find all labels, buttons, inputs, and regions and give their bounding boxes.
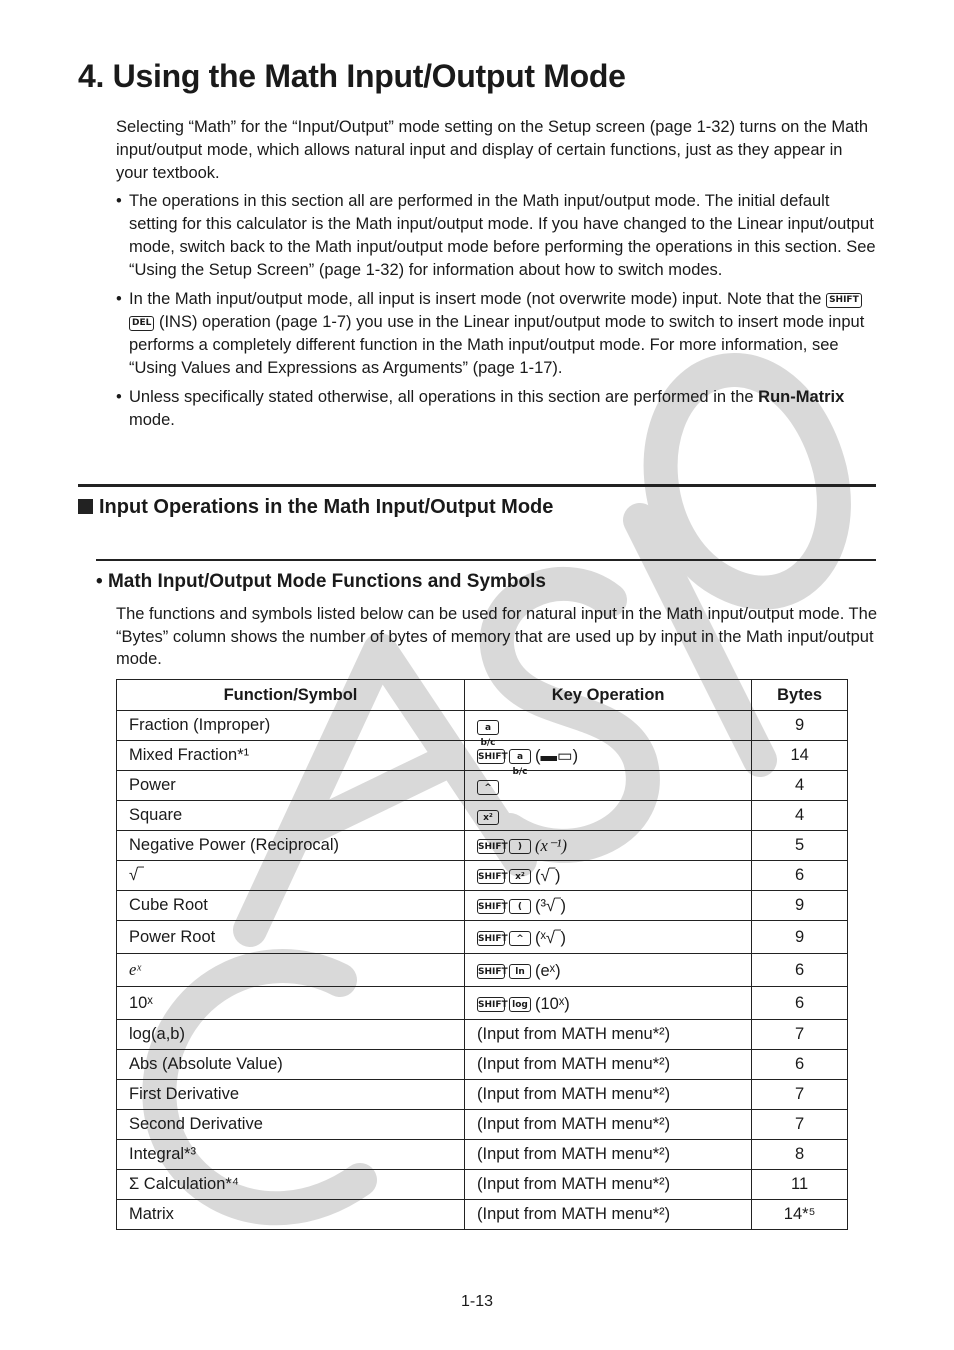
table-row [117,1080,848,1110]
key-operation-cell: (Input from MATH menu*²) [464,1170,751,1200]
table-row [117,987,848,1020]
key-operation-cell: (Input from MATH menu*²) [464,1200,751,1230]
shift-key-icon: SHIFT [477,749,505,764]
bytes-cell: 6 [752,987,848,1020]
page-number: 1-13 [460,1293,494,1310]
del-key-icon: DEL [129,316,154,331]
shift-key-icon: SHIFT [477,931,505,946]
table-row [117,921,848,954]
table-row [117,771,848,801]
function-cell: Second Derivative [117,1110,465,1140]
power-key-icon: ^ [509,931,531,946]
function-cell: Matrix [117,1200,465,1230]
functions-table [116,679,848,1230]
bytes-cell: 14 [752,741,848,771]
bytes-cell: 6 [752,954,848,987]
function-cell: Σ Calculation*⁴ [117,1170,465,1200]
bytes-cell: 14*⁵ [752,1200,848,1230]
list-item: • The operations in this section all are performed in the Math input/output mode. The initial default setting for this calculator is the Math input/output mode. If you have changed to the Linear input/output mode, switch back to the Math input/output mode before performing the operations in this section. See “Using the Setup Screen” (page 1-32) for information about how to switch modes. [116,192,876,279]
subsection-paragraph: The functions and symbols listed below can be used for natural input in the Math input/output mode. The “Bytes” column shows the number of bytes of memory that are used up by input in the Math input/output mode. [116,605,877,668]
table-header-row [117,680,848,711]
bytes-cell: 4 [752,801,848,831]
open-paren-key-icon: ( [509,899,531,914]
table-row [117,1020,848,1050]
table-row [117,861,848,891]
table-row [117,741,848,771]
power-key-icon: ^ [477,780,499,795]
bytes-cell: 8 [752,1140,848,1170]
table-row [117,1200,848,1230]
bullet-icon: • [96,571,103,592]
key-operation-cell: (Input from MATH menu*²) [464,1020,751,1050]
column-header: Function/Symbol [117,680,465,711]
bytes-cell: 7 [752,1110,848,1140]
bytes-cell: 9 [752,891,848,921]
key-operation-cell: (Input from MATH menu*²) [464,1140,751,1170]
key-operation-cell: (Input from MATH menu*²) [464,1050,751,1080]
table-row [117,1050,848,1080]
function-cell: Integral*³ [117,1140,465,1170]
column-header: Key Operation [464,680,751,711]
fraction-key-icon: a b/c [477,720,499,735]
subsection-divider [96,559,876,561]
function-cell: Power Root [117,921,465,954]
log-key-icon: log [509,997,531,1012]
shift-key-icon: SHIFT [826,293,862,308]
key-operation-cell: SHIFT ln (eˣ) [464,954,751,987]
notes-list [116,190,878,438]
bytes-cell: 7 [752,1080,848,1110]
mode-name: Run-Matrix [758,388,845,406]
key-operation-cell [464,771,751,801]
key-operation-cell [464,711,751,748]
intro-paragraph: Selecting “Math” for the “Input/Output” mode setting on the Setup screen (page 1-32) turns on the Math input/output mode, which allows natural input and display of certain functions, just as they appear in your textbook. [116,118,869,182]
list-item: • Unless specifically stated otherwise, all operations in this section are performed in the Run-Matrix mode. [116,388,845,429]
bytes-cell: 11 [752,1170,848,1200]
function-cell: Fraction (Improper) [117,711,465,741]
section-heading: Input Operations in the Math Input/Output Mode [78,496,553,519]
column-header: Bytes [752,680,848,711]
function-cell: Square [117,801,465,831]
bytes-cell: 5 [752,831,848,861]
section-divider [78,484,876,487]
square-bullet-icon [78,499,93,514]
bytes-cell: 6 [752,861,848,891]
key-operation-cell: (Input from MATH menu*²) [464,1080,751,1110]
table-row [117,1140,848,1170]
page-title: 4. Using the Math Input/Output Mode [78,58,626,94]
bytes-cell: 9 [752,711,848,741]
function-cell: eˣ [117,954,465,987]
bytes-cell: 7 [752,1020,848,1050]
bytes-cell: 9 [752,921,848,954]
key-operation-cell: (Input from MATH menu*²) [464,1110,751,1140]
shift-key-icon: SHIFT [477,964,505,979]
table-row [117,954,848,987]
function-cell: Cube Root [117,891,465,921]
table-row [117,891,848,921]
list-item: • In the Math input/output mode, all input is insert mode (not overwrite mode) input. Note that the SHIFT DEL (INS) operation (page 1-7) you use in the Linear input/output mode to switch to insert mode input performs a completely different function in the Math input/output mode. For more information, see “Using Values and Expressions as Arguments” (page 1-17). [116,290,865,377]
key-operation-cell: SHIFT ( (³√‾) [464,891,751,921]
function-cell: 10ˣ [117,987,465,1020]
ln-key-icon: ln [509,964,531,979]
table-row [117,831,848,861]
fraction-key-icon: a b/c [509,749,531,764]
square-key-icon: x² [477,810,499,825]
bytes-cell: 4 [752,771,848,801]
table-row [117,711,848,741]
function-cell: First Derivative [117,1080,465,1110]
key-operation-cell: SHIFT log (10ˣ) [464,987,751,1020]
shift-key-icon: SHIFT [477,869,505,884]
function-cell: Abs (Absolute Value) [117,1050,465,1080]
function-cell: Power [117,771,465,801]
bytes-cell: 6 [752,1050,848,1080]
square-key-icon: x² [509,869,531,884]
function-cell: Negative Power (Reciprocal) [117,831,465,861]
key-operation-cell: SHIFT ^ (ˣ√‾) [464,921,751,954]
function-cell: log(a,b) [117,1020,465,1050]
shift-key-icon: SHIFT [477,899,505,914]
table-row [117,801,848,831]
key-operation-cell: SHIFT x² (√‾) [464,861,751,891]
shift-key-icon: SHIFT [477,997,505,1012]
function-cell: √‾ [117,861,465,891]
key-operation-cell [464,801,751,831]
table-row [117,1170,848,1200]
function-cell: Mixed Fraction*¹ [117,741,465,771]
key-operation-cell: SHIFT ) (x⁻¹) [464,831,751,861]
table-row [117,1110,848,1140]
key-operation-cell: SHIFT a b/c (▬▭) [464,741,751,771]
shift-key-icon: SHIFT [477,839,505,854]
close-paren-key-icon: ) [509,839,531,854]
subsection-heading: • Math Input/Output Mode Functions and Symbols [96,571,546,592]
